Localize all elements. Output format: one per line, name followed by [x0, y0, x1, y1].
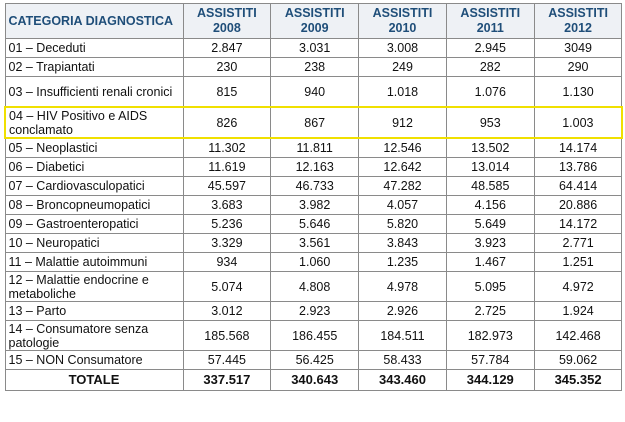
cell-value: 14.172 — [534, 215, 622, 234]
cell-value: 290 — [534, 58, 622, 77]
header-label: ASSISTITI — [197, 6, 257, 20]
cell-value: 185.568 — [183, 321, 271, 351]
table-row — [5, 302, 622, 321]
cell-value: 1.003 — [534, 107, 622, 138]
total-value: 343.460 — [359, 370, 447, 391]
table-row — [5, 158, 622, 177]
cell-value: 3.031 — [271, 39, 359, 58]
cell-value: 815 — [183, 77, 271, 108]
row-label: 07 – Cardiovasculopatici — [5, 177, 183, 196]
total-label: TOTALE — [5, 370, 183, 391]
cell-value: 13.786 — [534, 158, 622, 177]
cell-value: 47.282 — [359, 177, 447, 196]
cell-value: 57.784 — [446, 351, 534, 370]
total-row — [5, 370, 622, 391]
row-label: 08 – Broncopneumopatici — [5, 196, 183, 215]
cell-value: 3.982 — [271, 196, 359, 215]
cell-value: 4.057 — [359, 196, 447, 215]
cell-value: 5.074 — [183, 272, 271, 302]
cell-value: 238 — [271, 58, 359, 77]
cell-value: 2.725 — [446, 302, 534, 321]
cell-value: 912 — [359, 107, 447, 138]
table-row — [5, 321, 622, 351]
table-container — [4, 3, 621, 391]
header-year: 2012 — [564, 21, 592, 35]
header-year-2012 — [534, 4, 622, 39]
cell-value: 2.945 — [446, 39, 534, 58]
cell-value: 11.302 — [183, 138, 271, 158]
cell-value: 142.468 — [534, 321, 622, 351]
header-year-2009 — [271, 4, 359, 39]
header-year-2010 — [359, 4, 447, 39]
header-label: ASSISTITI — [548, 6, 608, 20]
cell-value: 45.597 — [183, 177, 271, 196]
table-row — [5, 177, 622, 196]
cell-value: 13.014 — [446, 158, 534, 177]
cell-value: 1.130 — [534, 77, 622, 108]
cell-value: 58.433 — [359, 351, 447, 370]
row-label: 13 – Parto — [5, 302, 183, 321]
row-label: 06 – Diabetici — [5, 158, 183, 177]
cell-value: 3049 — [534, 39, 622, 58]
cell-value: 5.236 — [183, 215, 271, 234]
row-label: 05 – Neoplastici — [5, 138, 183, 158]
cell-value: 3.683 — [183, 196, 271, 215]
cell-value: 12.546 — [359, 138, 447, 158]
row-label: 09 – Gastroenteropatici — [5, 215, 183, 234]
cell-value: 182.973 — [446, 321, 534, 351]
cell-value: 64.414 — [534, 177, 622, 196]
cell-value: 934 — [183, 253, 271, 272]
row-label: 15 – NON Consumatore — [5, 351, 183, 370]
header-year-2011 — [446, 4, 534, 39]
cell-value: 282 — [446, 58, 534, 77]
header-year: 2008 — [212, 21, 241, 35]
total-value: 340.643 — [271, 370, 359, 391]
cell-value: 2.847 — [183, 39, 271, 58]
cell-value: 12.642 — [359, 158, 447, 177]
cell-value: 1.924 — [534, 302, 622, 321]
header-label: ASSISTITI — [460, 6, 521, 20]
header-label: ASSISTITI — [372, 6, 433, 20]
row-label: 03 – Insufficienti renali cronici — [5, 77, 183, 108]
total-value: 337.517 — [183, 370, 271, 391]
table-row — [5, 234, 622, 253]
cell-value: 3.843 — [359, 234, 447, 253]
table-row — [5, 58, 622, 77]
cell-value: 5.095 — [446, 272, 534, 302]
cell-value: 11.619 — [183, 158, 271, 177]
table-row — [5, 138, 622, 158]
cell-value: 57.445 — [183, 351, 271, 370]
cell-value: 20.886 — [534, 196, 622, 215]
table-row — [5, 272, 622, 302]
header-category: CATEGORIA DIAGNOSTICA — [5, 4, 183, 39]
row-label: 14 – Consumatore senza patologie — [5, 321, 183, 351]
cell-value: 230 — [183, 58, 271, 77]
cell-value: 59.062 — [534, 351, 622, 370]
cell-value: 11.811 — [271, 138, 359, 158]
header-year: 2009 — [300, 21, 329, 35]
cell-value: 4.978 — [359, 272, 447, 302]
table-row — [5, 253, 622, 272]
cell-value: 186.455 — [271, 321, 359, 351]
cell-value: 5.820 — [359, 215, 447, 234]
cell-value: 5.649 — [446, 215, 534, 234]
cell-value: 2.923 — [271, 302, 359, 321]
header-year: 2011 — [476, 21, 504, 35]
table-row — [5, 351, 622, 370]
cell-value: 3.329 — [183, 234, 271, 253]
table-row — [5, 196, 622, 215]
table-row — [5, 215, 622, 234]
diagnostic-category-table — [4, 3, 623, 391]
cell-value: 1.251 — [534, 253, 622, 272]
cell-value: 5.646 — [271, 215, 359, 234]
cell-value: 3.008 — [359, 39, 447, 58]
row-label: 12 – Malattie endocrine e metaboliche — [5, 272, 183, 302]
cell-value: 46.733 — [271, 177, 359, 196]
cell-value: 1.467 — [446, 253, 534, 272]
row-label: 11 – Malattie autoimmuni — [5, 253, 183, 272]
table-row — [5, 39, 622, 58]
cell-value: 14.174 — [534, 138, 622, 158]
table-row — [5, 77, 622, 108]
cell-value: 826 — [183, 107, 271, 138]
cell-value: 1.060 — [271, 253, 359, 272]
cell-value: 3.923 — [446, 234, 534, 253]
cell-value: 867 — [271, 107, 359, 138]
total-value: 345.352 — [534, 370, 622, 391]
cell-value: 56.425 — [271, 351, 359, 370]
header-label: ASSISTITI — [284, 6, 345, 20]
cell-value: 1.235 — [359, 253, 447, 272]
cell-value: 4.156 — [446, 196, 534, 215]
cell-value: 4.808 — [271, 272, 359, 302]
row-label: 02 – Trapiantati — [5, 58, 183, 77]
cell-value: 13.502 — [446, 138, 534, 158]
header-row — [5, 4, 622, 39]
row-label: 01 – Deceduti — [5, 39, 183, 58]
cell-value: 48.585 — [446, 177, 534, 196]
cell-value: 3.561 — [271, 234, 359, 253]
table-row-highlighted — [5, 107, 622, 138]
cell-value: 249 — [359, 58, 447, 77]
cell-value: 184.511 — [359, 321, 447, 351]
cell-value: 1.076 — [446, 77, 534, 108]
header-year: 2010 — [388, 21, 417, 35]
cell-value: 953 — [446, 107, 534, 138]
row-label: 10 – Neuropatici — [5, 234, 183, 253]
cell-value: 1.018 — [359, 77, 447, 108]
cell-value: 12.163 — [271, 158, 359, 177]
cell-value: 2.926 — [359, 302, 447, 321]
header-year-2008 — [183, 4, 271, 39]
total-value: 344.129 — [446, 370, 534, 391]
row-label: 04 – HIV Positivo e AIDS conclamato — [5, 107, 183, 138]
cell-value: 940 — [271, 77, 359, 108]
cell-value: 2.771 — [534, 234, 622, 253]
cell-value: 4.972 — [534, 272, 622, 302]
cell-value: 3.012 — [183, 302, 271, 321]
